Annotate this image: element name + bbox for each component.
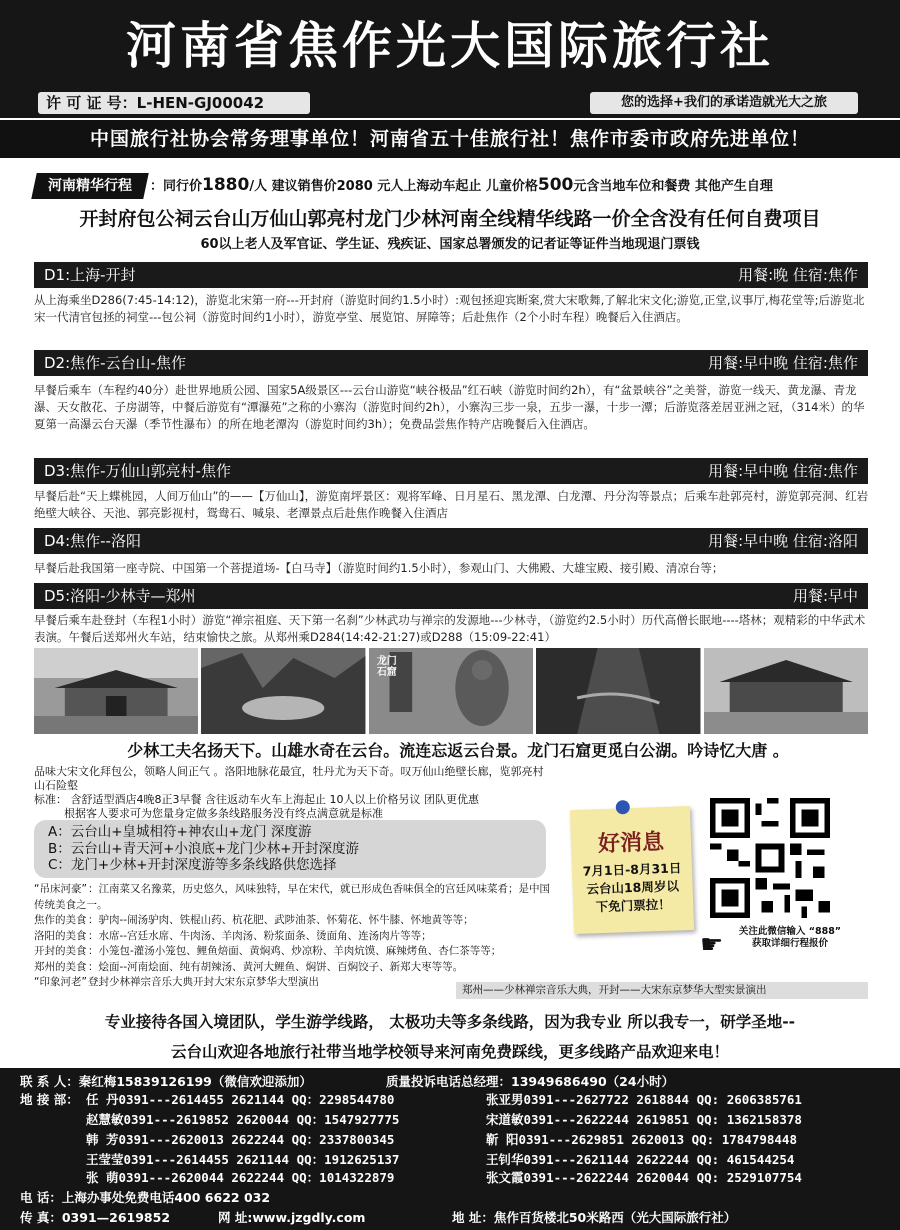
hotline: 电 话：上海办事处免费电话400 6622 032	[20, 1190, 271, 1205]
contact-row: 张文霞0391---2622244 2620044 QQ: 2529107754	[486, 1170, 802, 1185]
day-4-title: D4:焦作--洛阳	[44, 532, 141, 550]
slogan: 您的选择+我们的承诺造就光大之旅	[590, 92, 858, 114]
day-3-meals: 用餐:早中晚 住宿:焦作	[708, 462, 858, 480]
header-banner	[0, 0, 900, 118]
day-3-title: D3:焦作-万仙山郭亮村-焦作	[44, 462, 231, 480]
day-1-text: 从上海乘坐D286(7:45-14:12)，游览北宋第一府---开封府（游览时间约1.5小时）:观包拯迎宾断案,赏大宋歌舞,了解北宋文化;游览,正堂,议事厅,梅花堂等;后游览北宋一代清官包拯的祠堂---包公祠（游览时间约1小时），游览亭堂、展览馆、屏障等；后赴焦作（2个小时车程）晚餐后入住酒店。	[34, 293, 865, 324]
promo-line-1: 专业接待各国入境团队，学生游学线路， 太极功夫等多条线路，因为我专业 所以我专一，研学圣地--	[104, 1013, 796, 1031]
day-3-bar	[34, 458, 868, 484]
route-options	[34, 820, 546, 878]
contact-row: 韩 芳0391---2620013 2622244 QQ：2337800345	[86, 1132, 395, 1147]
info-line-1: 品味大宋文化拜包公，领略人间正气 。洛阳地脉花最宜，牡丹尤为天下奇。叹万仙山绝壁长廊，览郭亮村山石险壑	[34, 765, 544, 792]
contact-row: 张 萌0391---2620044 2622244 QQ：1014322879	[86, 1170, 395, 1185]
photo-longmen-grottoes	[369, 648, 533, 734]
day-1-bar	[34, 262, 868, 288]
food-line: “吊床河豪”：江南菜又名豫菜，历史悠久，风味独特，早在宋代，就已形成色香味俱全的宫廷风味菜肴；是中国传统美食之一。	[34, 883, 550, 911]
contact-row: 赵慧敏0391---2619852 2620044 QQ：1547927775	[86, 1112, 400, 1127]
day-4-bar	[34, 528, 868, 554]
option-b: B：云台山+青天河+小浪底+龙门少林+开封深度游	[48, 840, 360, 857]
qr-code[interactable]	[710, 798, 830, 918]
photo-strip	[34, 648, 868, 734]
day-5-bar	[34, 583, 868, 609]
route-tag: 河南精华行程	[31, 173, 149, 199]
qr-caption: 关注此微信输入 “888” 获取详细行程报价	[738, 926, 842, 949]
promo-title: 好消息	[597, 829, 665, 858]
license-number: 许 可 证 号：L-HEN-GJ00042	[38, 92, 310, 114]
pointing-hand-icon: ☛	[700, 930, 724, 960]
address: 地 址：焦作百货楼北50米路西（光大国际旅行社）	[452, 1210, 737, 1225]
day-3-text: 早餐后赴“天上蝶桃园，人间万仙山”的——【万仙山】，游览南坪景区：观将军峰、日月星石、黑龙潭、白龙潭、丹分沟等景点；后乘车赴郭亮村，游览郭亮洞、红岩绝壁大峡谷、天池、郭亮影视村，鸳鸯石、喊泉、老潭景点后赴焦作晚餐入住酒店	[34, 489, 869, 520]
day-2-bar	[34, 350, 868, 376]
photo-caption-longmen: 龙门石窟	[376, 656, 397, 678]
day-2-text: 早餐后乘车（车程约40分）赴世界地质公园、国家5A级景区---云台山游览“峡谷极品”红石峡（游览时间约2h），有“盆景峡谷”之美誉，游览一线天、黄龙瀑、青龙瀑、天女散花、子房湖等，中餐后游览有“潭瀑苑”之称的小寨沟（游览时间约2h），小寨沟三步一泉，五步一瀑，十步一潭；后游览落差居亚洲之冠，（314米）的华夏第一高瀑云台天瀑（季节性瀑布）的所在地老潭沟（游览时间约3h）；免费品尝焦作特产店晚餐后入住酒店。	[34, 383, 865, 431]
info-line-3: 根据客人要求可为您量身定做多条线路服务没有终点满意就是标准	[64, 807, 383, 820]
child-price: 500	[537, 175, 574, 195]
day-2-title: D2:焦作-云台山-焦作	[44, 354, 186, 372]
complaint-phone: 质量投诉电话总经理：13949686490（24小时）	[386, 1074, 675, 1089]
pushpin-icon	[616, 800, 630, 814]
reception-label: 地 接 部：	[20, 1092, 79, 1107]
food-line: 焦作的美食 ：驴肉--闹汤驴肉、铁棍山药、杭花肥、武陟油茶、怀菊花、怀牛膝、怀地黄等等；	[34, 914, 474, 926]
photo-yuntai-mountain	[201, 648, 365, 734]
promo-note	[570, 806, 694, 934]
footer-contacts	[0, 1068, 900, 1230]
membership-line: 中国旅行社协会常务理事单位！河南省五十佳旅行社！焦作市委市政府先进单位！	[0, 120, 900, 158]
photo-shaolin-temple	[704, 648, 868, 734]
promo-line-2: 云台山欢迎各地旅行社带当地学校领导来河南免费踩线，更多线路产品欢迎来电！	[170, 1043, 729, 1061]
pricing-row: 河南精华行程 ：同行价1880/人 建议销售价2080 元人上海动车起止 儿童价格500元含当地车位和餐费 其他产生自理	[34, 172, 894, 198]
contact-row: 王钊华0391---2621144 2622244 QQ: 461544254	[486, 1152, 795, 1167]
day-5-title: D5:洛阳-少林寺—郑州	[44, 587, 196, 605]
option-a: A：云台山+皇城相符+神农山+龙门 深度游	[48, 824, 312, 840]
day-4-meals: 用餐:早中晚 住宿:洛阳	[708, 532, 858, 550]
day-5-meals: 用餐:早中	[792, 587, 858, 605]
day-5-text: 早餐后乘车赴登封（车程1小时）游览“禅宗祖庭、天下第一名刹”少林武功与禅宗的发源地---少林寺，（游览约2.5小时）历代高僧长眠地----塔林；观精彩的中华武术表演。午餐后送郑州火车站，结束愉快之旅。从郑州乘D284(14:42-21:27)或D288（15:09-22:41）	[34, 613, 866, 644]
food-line: 洛阳的美食 ：水席--宫廷水席、牛肉汤、羊肉汤、粉浆面条、烫面角、连汤肉片等等；	[34, 929, 432, 942]
food-section	[34, 882, 554, 991]
food-line: 开封的美食 ：小笼包-灌汤小笼包、鲤鱼焙面、黄焖鸡、炒凉粉、羊肉炕馍、麻辣烤鱼、杏仁茶等等；	[34, 945, 502, 957]
agency-title: 河南省焦作光大国际旅行社	[126, 17, 774, 75]
food-line: 郑州的美食 ：烩面--河南烩面、纯有胡辣汤、黄河大鲤鱼、焖饼、百焖饺子、新郑大枣等等。	[34, 960, 464, 973]
main-headline: 开封府包公祠云台山万仙山郭亮村龙门少林河南全线精华线路一价全含没有任何自费项目	[79, 208, 821, 230]
photo-song-architecture	[34, 648, 198, 734]
day-1-title: D1:上海-开封	[44, 266, 136, 284]
contact-row: 张亚男0391---2627722 2618844 QQ: 2606385761	[486, 1092, 802, 1107]
info-lines	[34, 765, 554, 821]
website-link[interactable]: 网 址:www.jzgdly.com	[218, 1210, 366, 1225]
day-1-meals: 用餐:晚 住宿:焦作	[738, 266, 858, 284]
contact-person: 联 系 人：秦红梅15839126199（微信欢迎添加）	[20, 1074, 312, 1089]
contact-row: 靳 阳0391---2629851 2620013 QQ: 1784798448	[486, 1132, 797, 1147]
peer-price: 1880	[202, 175, 250, 195]
sub-headline: 60以上老人及军官证、学生证、残疾证、国家总署颁发的记者证等证件当地现退门票钱	[200, 237, 700, 252]
fax: 传 真：0391—2619852	[20, 1210, 171, 1225]
show-ticker: 郑州——少林禅宗音乐大典，开封——大宋东京梦华大型实景演出	[456, 982, 868, 999]
option-c: C：龙门+少林+开封深度游等多条线路供您选择	[48, 857, 337, 873]
info-line-2: 标准： 含舒适型酒店4晚8正3早餐 含往返动车火车上海起止 10人以上价格另议 团队更优惠	[34, 793, 479, 806]
day-4-text: 早餐后赴我国第一座寺院、中国第一个菩提道场-【白马寺】（游览时间约1.5小时），参观山门、大佛殿、大雄宝殿、接引殿、清凉台等；	[34, 561, 724, 575]
highlight-slogan: 少林工夫名扬天下。山雄水奇在云台。流连忘返云台景。龙门石窟更觅白公湖。吟诗忆大唐 。	[127, 741, 789, 760]
day-2-meals: 用餐:早中晚 住宿:焦作	[708, 354, 858, 372]
food-line: “印象河老”登封少林禅宗音乐大典开封大宋东京梦华大型演出	[34, 976, 319, 988]
photo-guoliang-village	[536, 648, 700, 734]
contact-row: 王莹莹0391---2614455 2621144 QQ：1912625137	[86, 1152, 400, 1167]
contact-row: 宋道敏0391---2622244 2619851 QQ: 1362158378	[486, 1112, 802, 1127]
promo-text: 7月1日-8月31日 云台山18周岁以 下免门票拉！	[582, 860, 682, 915]
contact-row: 任 丹0391---2614455 2621144 QQ：2298544780	[86, 1092, 395, 1107]
